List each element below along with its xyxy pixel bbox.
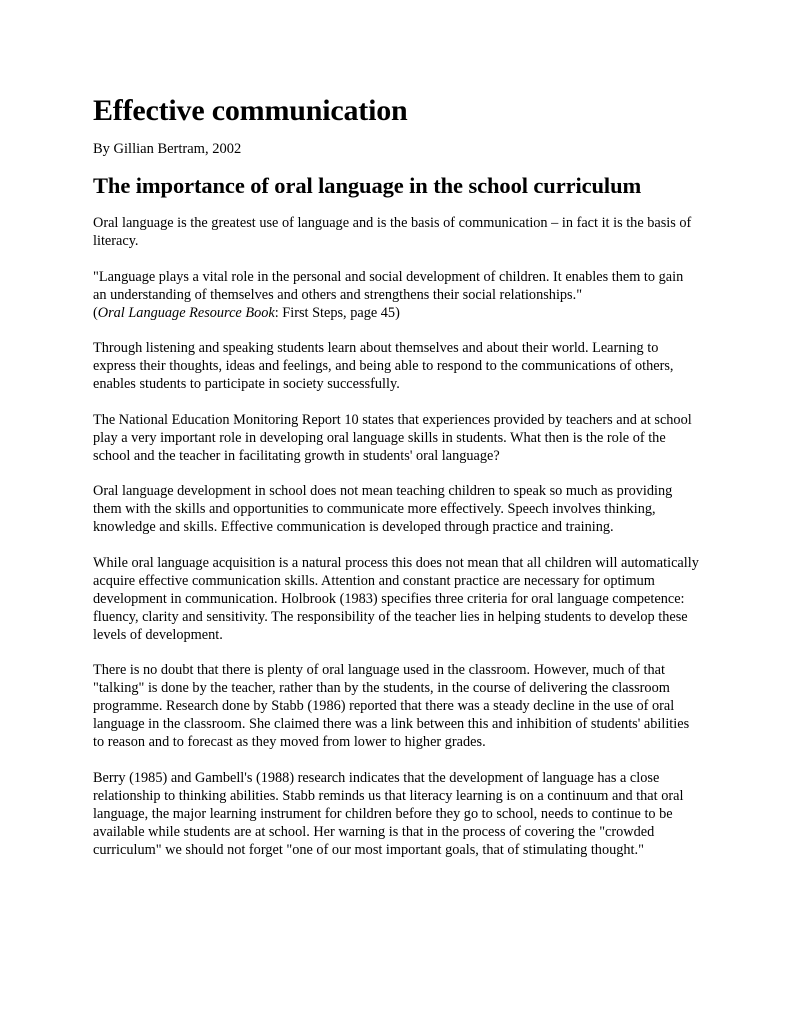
paragraph-4: The National Education Monitoring Report 10 states that experiences provided by teachers and at school play a very important role in developing oral language skills in students. What then is the role of the school and the teacher in facilitating growth in students' oral language?	[93, 411, 692, 464]
paragraph-2-quote	[93, 268, 699, 322]
quote-text: "Language plays a vital role in the personal and social development of children. It enables them to gain an understanding of themselves and others and strengthens their social relationships."	[93, 268, 684, 303]
citation-rest: : First Steps, page 45)	[274, 304, 400, 321]
citation-open: (	[93, 304, 98, 321]
section-heading: The importance of oral language in the school curriculum	[93, 173, 642, 198]
paragraph-6: While oral language acquisition is a natural process this does not mean that all children will automatically acquire effective communication skills. Attention and constant practice are necessary for optimum development in communication. Holbrook (1983) specifies three criteria for oral language competence: fluency, clarity and sensitivity. The responsibility of the teacher lies in helping students to develop these levels of development.	[93, 554, 699, 643]
citation-book-title: Oral Language Resource Book	[97, 304, 275, 321]
paragraph-1: Oral language is the greatest use of language and is the basis of communication – in fact it is the basis of literacy.	[93, 215, 692, 249]
document-page	[93, 92, 699, 876]
paragraph-5: Oral language development in school does not mean teaching children to speak so much as providing them with the skills and opportunities to communicate more effectively. Speech involves thinking, knowledge and skills. Effective communication is developed through practice and training.	[93, 483, 673, 535]
paragraph-8: Berry (1985) and Gambell's (1988) research indicates that the development of language has a close relationship to thinking abilities. Stabb reminds us that literacy learning is on a continuum and that oral language, the major learning instrument for children before they go to school, needs to continue to be available while students are at school. Her warning is that in the process of covering the "crowded curriculum" we should not forget "one of our most important goals, that of stimulating thought."	[93, 769, 684, 858]
document-title: Effective communication	[93, 94, 408, 127]
paragraph-3: Through listening and speaking students learn about themselves and about their world. Learning to express their thoughts, ideas and feelings, and being able to respond to the communications of others, enables students to participate in society successfully.	[93, 340, 674, 392]
author-byline: By Gillian Bertram, 2002	[93, 141, 242, 157]
paragraph-7: There is no doubt that there is plenty of oral language used in the classroom. However, much of that "talking" is done by the teacher, rather than by the students, in the course of delivering the classroom programme. Research done by Stabb (1986) reported that there was a steady decline in the use of oral language in the classroom. She claimed there was a link between this and inhibition of students' abilities to reason and to forecast as they moved from lower to higher grades.	[93, 662, 690, 750]
